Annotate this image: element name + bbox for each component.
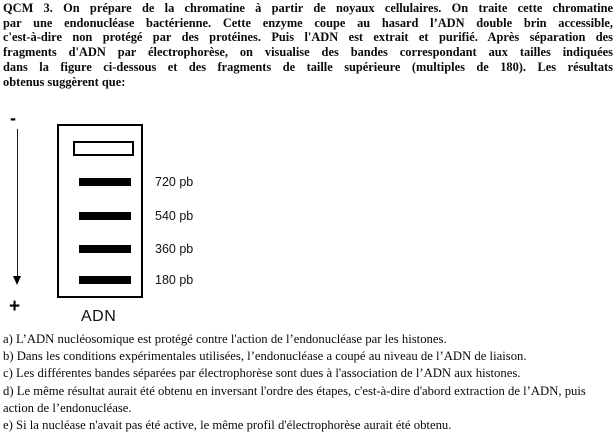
lane-label-adn: ADN xyxy=(81,308,117,325)
band-size-label-360: 360 pb xyxy=(155,242,194,256)
dna-band-180pb xyxy=(79,276,131,284)
dna-band-720pb xyxy=(79,178,131,186)
dna-band-360pb xyxy=(79,245,131,253)
migration-arrow-line xyxy=(17,129,18,277)
arrow-down-icon xyxy=(13,276,21,285)
dna-band-540pb xyxy=(79,212,131,220)
option-e: e) Si la nucléase n'avait pas été active, le même profil d'électrophorèse aurait été obtenu. xyxy=(3,418,452,433)
option-b: b) Dans les conditions expérimentales utilisées, l’endonucléase a coupé au niveau de l’ADN de liaison. xyxy=(3,349,527,364)
question-line: fragments d'ADN par électrophorèse, on visualise des bandes correspondant aux tailles indiquées xyxy=(3,45,613,60)
question-line: dans la figure ci-dessous et des fragments de taille supérieure (multiples de 180). Les résultats xyxy=(3,59,613,74)
question-paragraph xyxy=(3,1,613,89)
band-size-label-540: 540 pb xyxy=(155,209,194,223)
question-line: c'est-à-dire non protégé par des protéines. Puis l'ADN est extrait et purifié. Après séparation des xyxy=(3,30,613,45)
band-size-label-180: 180 pb xyxy=(155,273,194,287)
question-line: obtenus suggèrent que: xyxy=(3,74,126,89)
positive-electrode-label: + xyxy=(9,296,21,317)
question-line: QCM 3. On prépare de la chromatine à partir de noyaux cellulaires. On traite cette chromatine xyxy=(3,1,613,15)
negative-electrode-label: - xyxy=(10,108,16,128)
band-size-label-720: 720 pb xyxy=(155,175,194,189)
answer-options xyxy=(3,331,614,434)
option-a: a) L’ADN nucléosomique est protégé contre l'action de l’endonucléase par les histones. xyxy=(3,332,447,346)
gel-well xyxy=(73,141,134,156)
option-c: c) Les différentes bandes séparées par électrophorèse sont dues à l'association de l’ADN aux histones. xyxy=(3,366,521,381)
option-d: d) Le même résultat aurait été obtenu en inversant l'ordre des étapes, c'est-à-dire d'abord extraction de l’ADN, puis action de l’endonucléase. xyxy=(3,383,586,415)
question-line: par une endonucléase bactérienne. Cette enzyme coupe au hasard l’ADN double brin accessible, xyxy=(3,15,613,30)
